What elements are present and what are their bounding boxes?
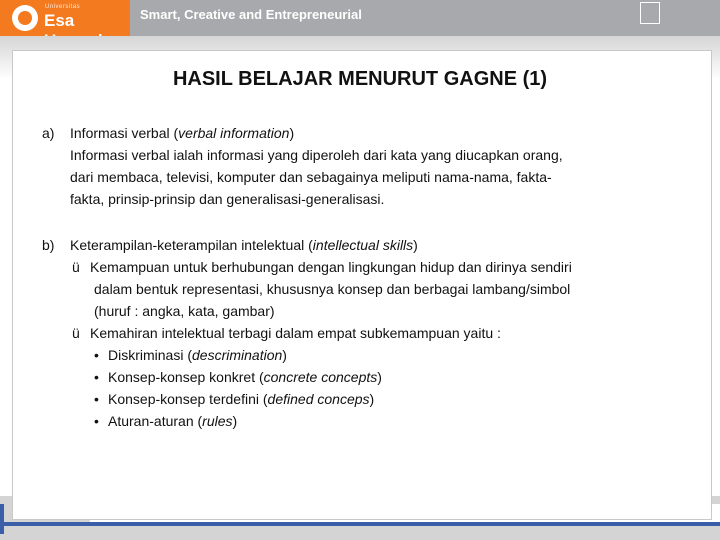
logo-emblem-icon xyxy=(12,5,38,31)
section-a-heading: a) Informasi verbal (verbal information) xyxy=(42,122,682,144)
check-item-1: ü Kemampuan untuk berhubungan dengan lingkungan hidup dan dirinya sendiri xyxy=(42,256,682,278)
body-line: dari membaca, televisi, komputer dan sebagainya meliputi nama-nama, fakta- xyxy=(70,169,552,185)
logo xyxy=(0,0,130,36)
header-bar xyxy=(0,0,720,36)
logo-subtext: Universitas xyxy=(45,4,81,10)
bullet-icon: • xyxy=(94,413,99,429)
check-item-2: ü Kemahiran intelektual terbagi dalam empat subkemampuan yaitu : xyxy=(42,322,682,344)
section-a-body xyxy=(42,144,682,210)
bullet-icon: • xyxy=(94,369,99,385)
check-item-1-cont: dalam bentuk representasi, khususnya konsep dan berbagai lambang/simbol (huruf : angka, kata, gambar) xyxy=(94,281,571,319)
logo-text: Esa xyxy=(44,11,75,30)
body-line: fakta, prinsip-prinsip dan generalisasi-generalisasi. xyxy=(70,191,385,207)
section-a-label: a) xyxy=(42,125,55,141)
bullet-icon: • xyxy=(94,391,99,407)
bullet-icon: • xyxy=(94,347,99,363)
body-line: Informasi verbal ialah informasi yang diperoleh dari kata yang diucapkan orang, xyxy=(70,147,563,163)
bullet-item: • Konsep-konsep terdefini (defined conceps) xyxy=(42,388,682,410)
check-mark-icon: ü xyxy=(72,259,80,275)
section-b-heading: b) Keterampilan-keterampilan intelektual (intellectual skills) xyxy=(42,234,682,256)
bullet-item: • Konsep-konsep konkret (concrete concepts) xyxy=(42,366,682,388)
check-mark-icon: ü xyxy=(72,325,80,341)
bottom-blue-line xyxy=(0,522,720,526)
bullet-item: • Diskriminasi (descrimination) xyxy=(42,344,682,366)
tagline: Smart, Creative and Entrepreneurial xyxy=(140,7,362,22)
section-b-label: b) xyxy=(42,237,55,253)
slide-content xyxy=(42,122,682,432)
slide-title: HASIL BELAJAR MENURUT GAGNE (1) xyxy=(172,68,548,90)
header-decoration xyxy=(640,2,660,24)
bullet-item: • Aturan-aturan (rules) xyxy=(42,410,682,432)
